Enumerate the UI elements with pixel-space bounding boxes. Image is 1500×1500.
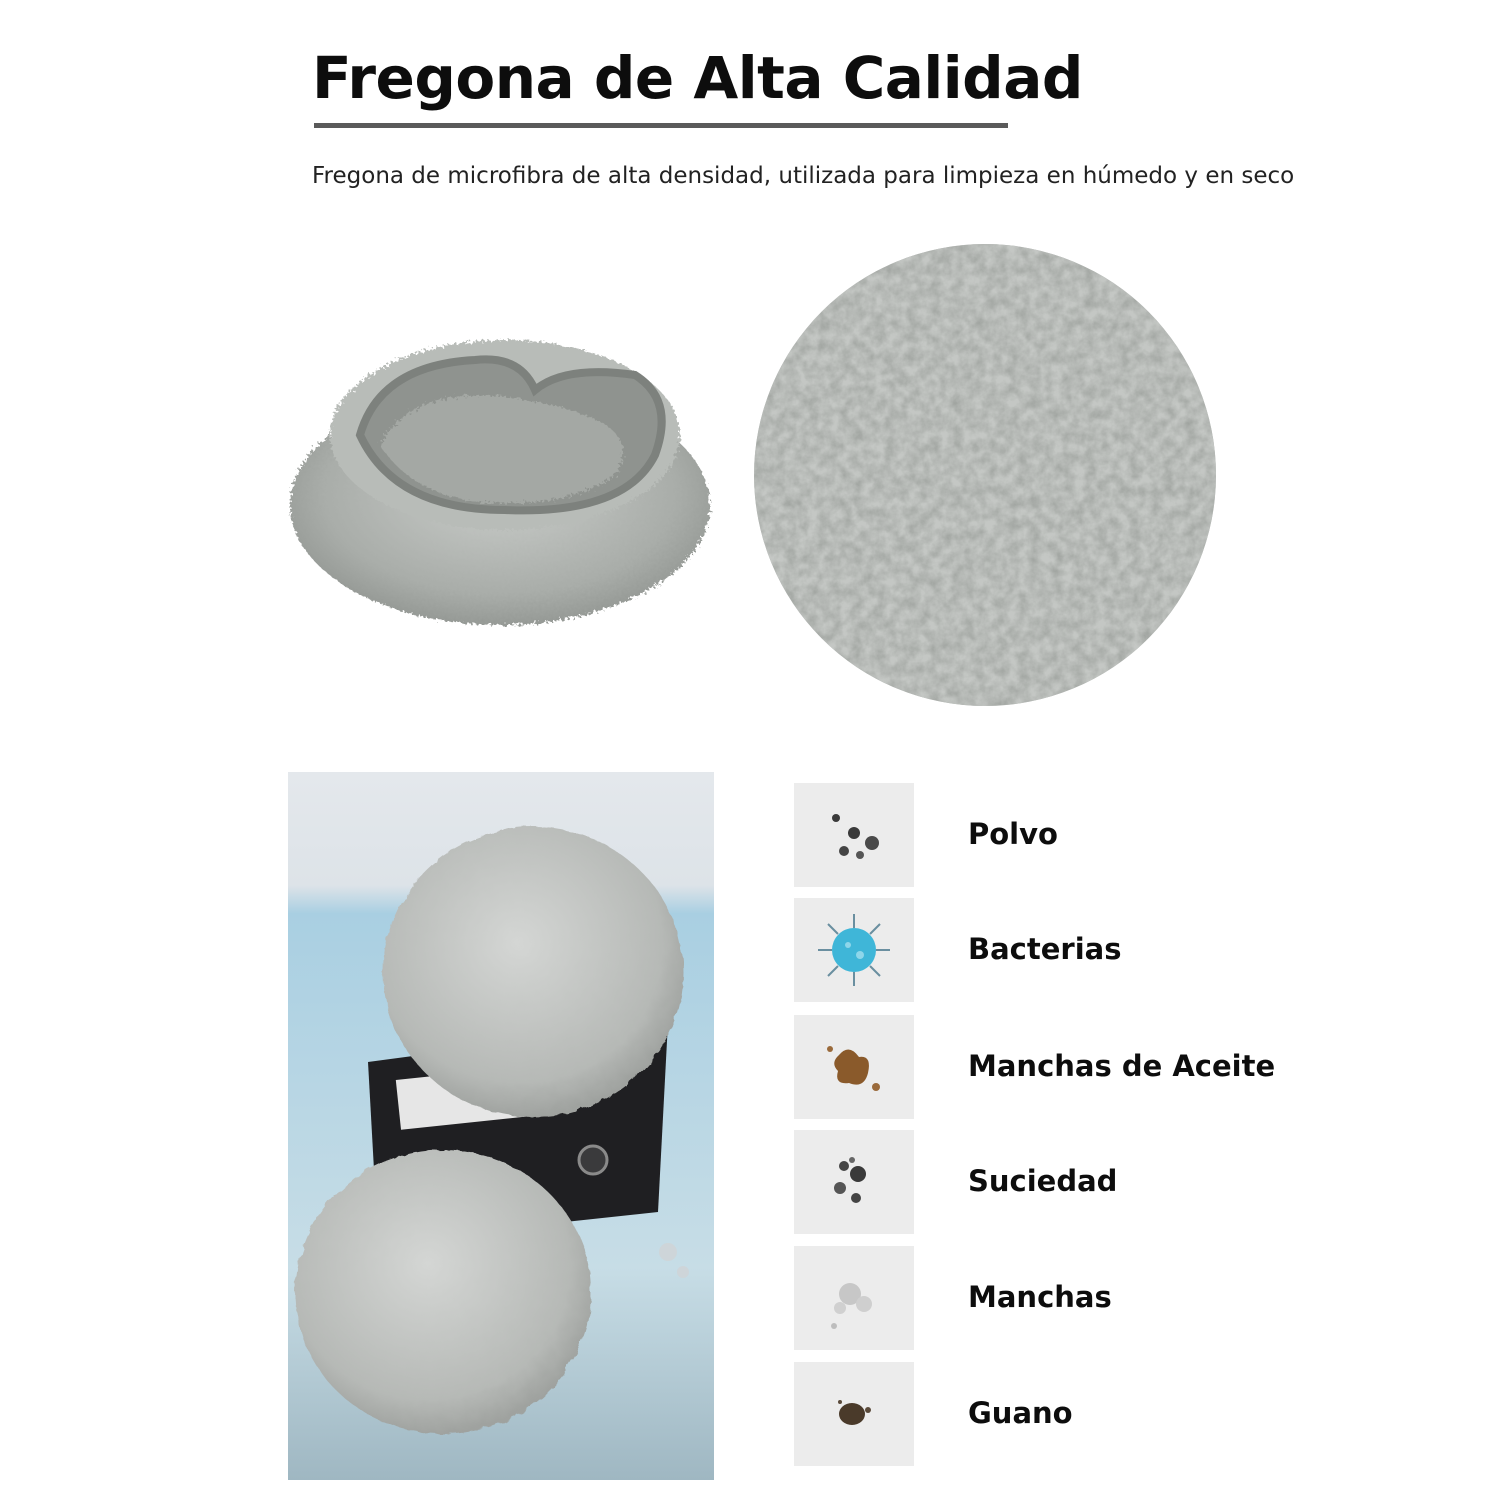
microfiber-closeup-image <box>752 242 1218 708</box>
dust-icon <box>794 783 914 887</box>
title-underline <box>314 123 1008 128</box>
page-subtitle: Fregona de microfibra de alta densidad, utilizada para limpieza en húmedo y en seco <box>312 163 1295 189</box>
issue-item-manchas <box>794 1246 1394 1350</box>
issue-label: Manchas <box>968 1280 1112 1314</box>
issue-item-manchas-de-aceite <box>794 1015 1394 1119</box>
dirt-icon <box>794 1130 914 1234</box>
mop-cover-image <box>285 305 730 635</box>
issue-label: Guano <box>968 1396 1073 1430</box>
stain-icon <box>794 1246 914 1350</box>
oil-stain-icon <box>794 1015 914 1119</box>
guano-icon <box>794 1362 914 1466</box>
issue-item-polvo <box>794 783 1394 887</box>
issue-label: Bacterias <box>968 932 1122 966</box>
issue-label: Suciedad <box>968 1164 1118 1198</box>
page-title: Fregona de Alta Calidad <box>312 44 1083 112</box>
issue-label: Polvo <box>968 817 1058 851</box>
window-cleaner-image <box>288 772 714 1480</box>
issue-item-suciedad <box>794 1130 1394 1234</box>
bacteria-icon <box>794 898 914 1002</box>
issue-item-guano <box>794 1362 1394 1466</box>
issue-label: Manchas de Aceite <box>968 1049 1276 1083</box>
issue-item-bacterias <box>794 898 1394 1002</box>
